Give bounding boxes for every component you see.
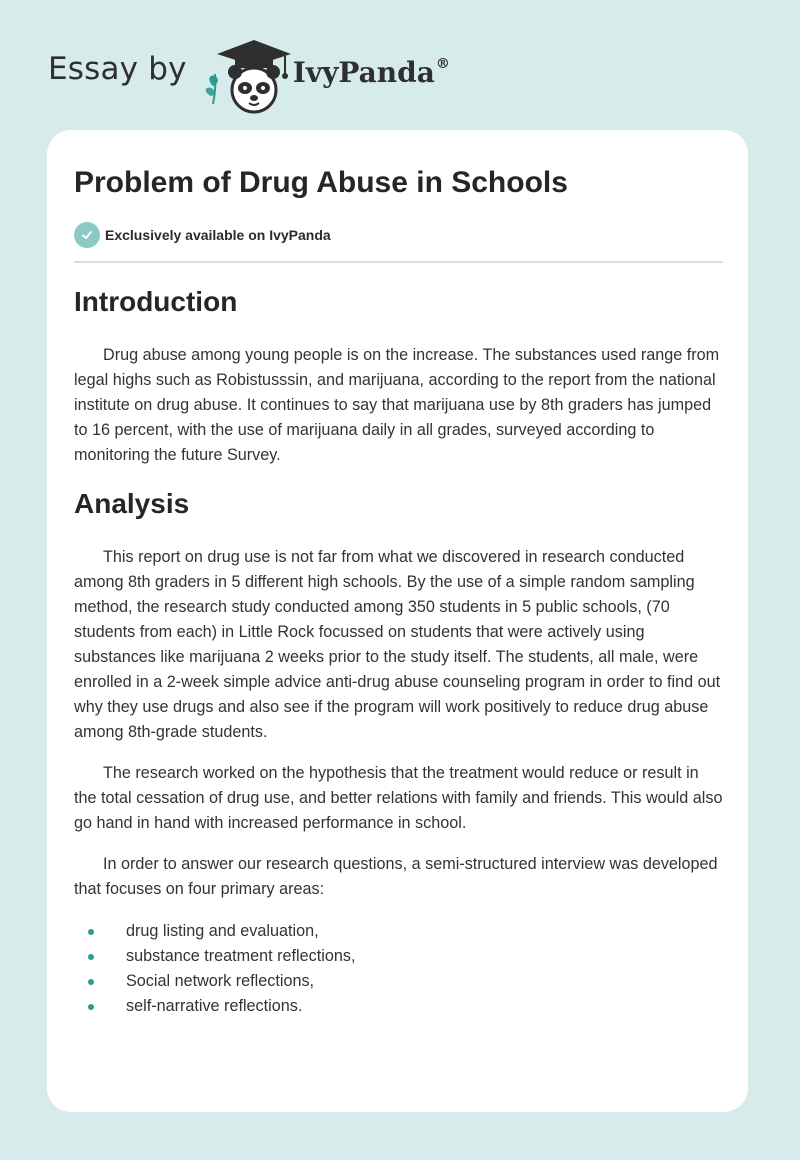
paragraph: The research worked on the hypothesis that the treatment would reduce or result in the total cessation of drug use, and better relations with family and friends. This would also go hand in hand with increased performance in school. — [74, 764, 723, 832]
bullet-list — [74, 919, 355, 1019]
site-header — [48, 34, 450, 114]
list-item: self-narrative reflections. — [74, 994, 355, 1019]
bullet-icon — [88, 979, 94, 985]
panda-graduation-cap-icon[interactable] — [199, 34, 295, 114]
bullet-icon — [88, 1004, 94, 1010]
bullet-icon — [88, 929, 94, 935]
essay-card — [47, 130, 748, 1112]
page-title: Problem of Drug Abuse in Schools — [74, 166, 568, 199]
paragraph: Drug abuse among young people is on the increase. The substances used range from legal highs such as Robistusssin, and marijuana, according to the report from the national institute on drug abuse. It continues to say that marijuana use by 8th graders has jumped to 16 percent, with the use of marijuana daily in all grades, surveyed according to monitoring the future Survey. — [74, 346, 720, 464]
section-heading-analysis: Analysis — [74, 488, 190, 519]
brand-name[interactable]: IvyPanda® — [292, 55, 450, 89]
exclusive-label: Exclusively available on IvyPanda — [105, 227, 331, 243]
title-divider — [74, 261, 723, 263]
essay-by-label: Essay by — [48, 51, 187, 87]
exclusive-badge — [74, 222, 331, 248]
paragraph: This report on drug use is not far from what we discovered in research conducted among 8th graders in 5 different high schools. By the use of a simple random sampling method, the research study conducted among 350 students in 5 public schools, (70 students from each) in Little Rock focussed on students that were actively using substances like marijuana 2 weeks prior to the study itself. The students, all male, were enrolled in a 2-week simple advice anti-drug abuse counseling program in order to find out why they use drugs and also see if the program will work positively to reduce drug abuse among 8th-grade students. — [74, 548, 721, 741]
list-item: substance treatment reflections, — [74, 944, 355, 969]
list-item: Social network reflections, — [74, 969, 355, 994]
list-item: drug listing and evaluation, — [74, 919, 355, 944]
section-heading-introduction: Introduction — [74, 286, 238, 317]
paragraph: In order to answer our research questions, a semi-structured interview was developed that focuses on four primary areas: — [74, 855, 718, 898]
registered-mark: ® — [435, 55, 450, 72]
check-icon — [74, 222, 100, 248]
bullet-icon — [88, 954, 94, 960]
